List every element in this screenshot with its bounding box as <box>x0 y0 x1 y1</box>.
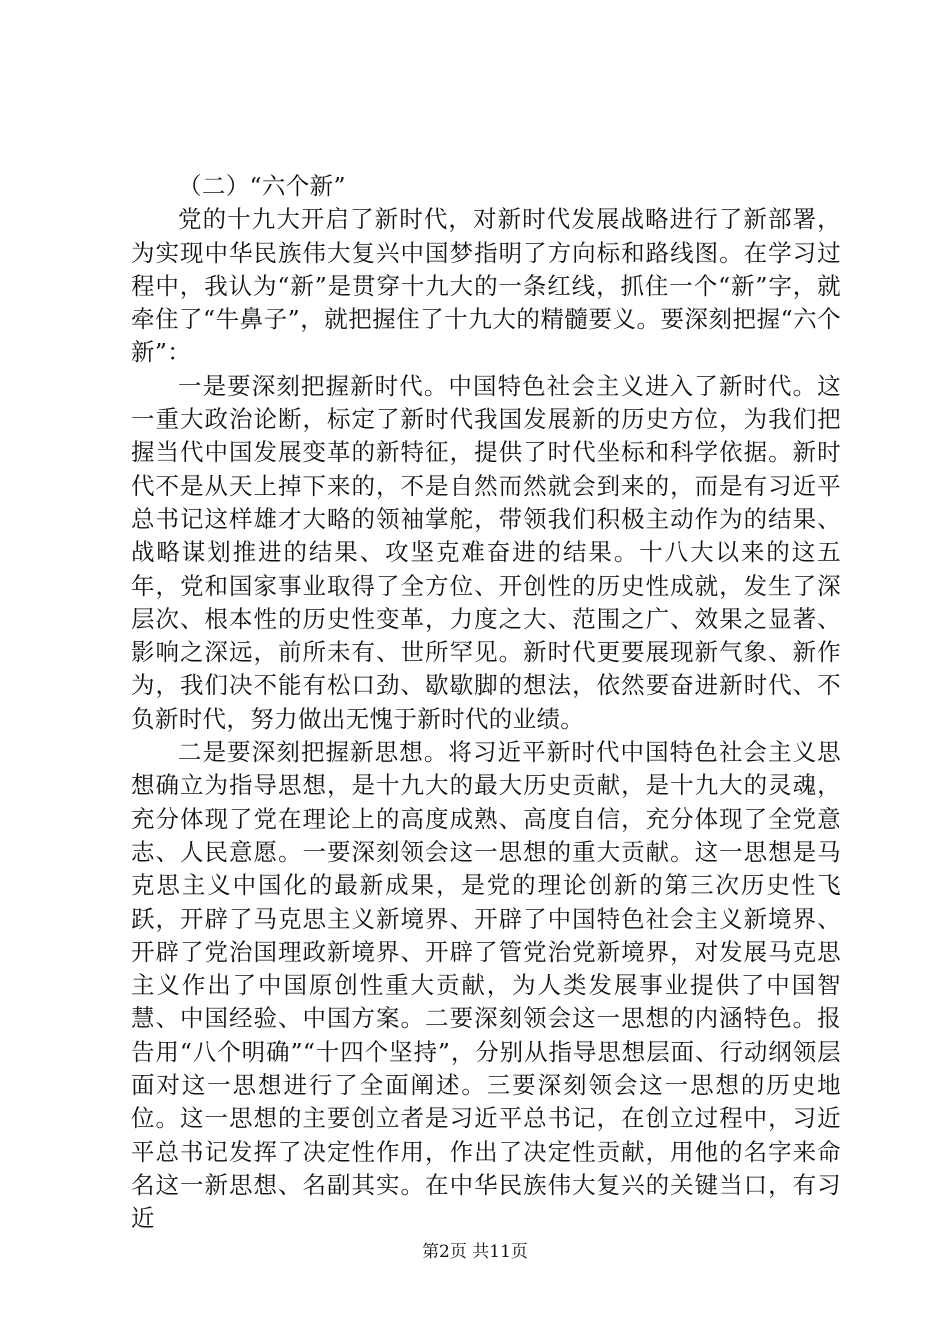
document-body <box>131 170 841 1236</box>
paragraph-new-era: 一是要深刻把握新时代。中国特色社会主义进入了新时代。这一重大政治论断，标定了新时代我国发展新的历史方位，为我们把握当代中国发展变革的新特征，提供了时代坐标和科学依据。新时代不是从天上掉下来的，不是自然而然就会到来的，而是有习近平总书记这样雄才大略的领袖掌舵，带领我们积极主动作为的结果、战略谋划推进的结果、攻坚克难奋进的结果。十八大以来的这五年，党和国家事业取得了全方位、开创性的历史性成就，发生了深层次、根本性的历史性变革，力度之大、范围之广、效果之显著、影响之深远，前所未有、世所罕见。新时代更要展现新气象、新作为，我们决不能有松口劲、歇歇脚的想法，依然要奋进新时代、不负新时代，努力做出无愧于新时代的业绩。 <box>131 371 841 733</box>
page-number-footer: 第2页 共11页 <box>422 1242 528 1262</box>
section-heading: （二）“六个新” <box>178 172 346 200</box>
paragraph-new-thought: 二是要深刻把握新思想。将习近平新时代中国特色社会主义思想确立为指导思想，是十九大的最大历史贡献，是十九大的灵魂，充分体现了党在理论上的高度成熟、高度自信，充分体现了全党意志、人民意愿。一要深刻领会这一思想的重大贡献。这一思想是马克思主义中国化的最新成果，是党的理论创新的第三次历史性飞跃，开辟了马克思主义新境界、开辟了中国特色社会主义新境界、开辟了党治国理政新境界、开辟了管党治党新境界，对发展马克思主义作出了中国原创性重大贡献，为人类发展事业提供了中国智慧、中国经验、中国方案。二要深刻领会这一思想的内涵特色。报告用“八个明确”“十四个坚持”，分别从指导思想层面、行动纲领层面对这一思想进行了全面阐述。三要深刻领会这一思想的历史地位。这一思想的主要创立者是习近平总书记，在创立过程中，习近平总书记发挥了决定性作用，作出了决定性贡献，用他的名字来命名这一新思想、名副其实。在中华民族伟大复兴的关键当口，有习近 <box>131 738 841 1233</box>
paragraph-intro: 党的十九大开启了新时代，对新时代发展战略进行了新部署，为实现中华民族伟大复兴中国梦指明了方向标和路线图。在学习过程中，我认为“新”是贯穿十九大的一条红线，抓住一个“新”字，就牵住了“牛鼻子”，就把握住了十九大的精髓要义。要深刻把握“六个新”： <box>131 205 841 367</box>
